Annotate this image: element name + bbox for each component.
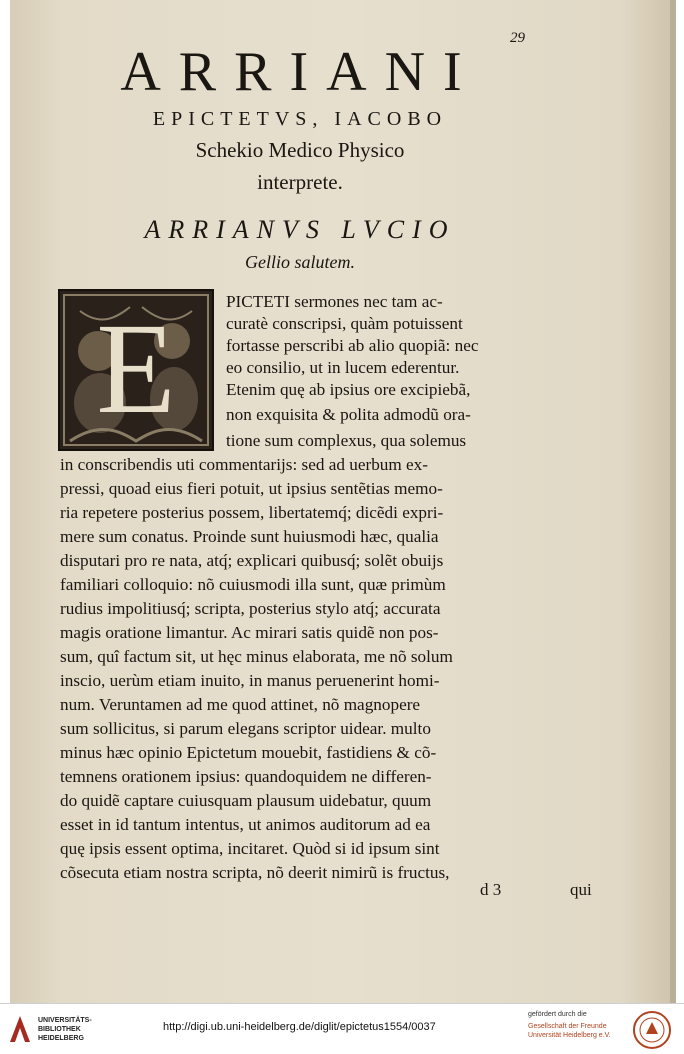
text-line: eo consilio, ut in lucem ederentur. <box>226 358 460 377</box>
text-line: non exquisita & polita admodũ ora- <box>226 405 471 424</box>
library-name <box>38 1016 92 1043</box>
text-line: PICTETI sermones nec tam ac- <box>226 292 443 311</box>
text-line: Etenim quę ab ipsius ore excipiebã, <box>226 380 471 399</box>
title-line-2: EPICTETVS, IACOBO <box>152 108 448 130</box>
text-line: tione sum complexus, qua solemus <box>226 431 467 450</box>
permalink-url[interactable]: http://digi.ub.uni-heidelberg.de/diglit/epictetus1554/0037 <box>163 1021 436 1033</box>
text-line: num. Veruntamen ad me quod attinet, nõ magnopere <box>60 695 421 714</box>
text-line: sum, quî factum sit, ut hęc minus elaborata, me nõ solum <box>60 647 453 666</box>
page-edge <box>670 0 676 1003</box>
funder-name-line: Gesellschaft der Freunde <box>528 1023 607 1030</box>
text-line: curatè conscripsi, quàm potuissent <box>226 314 463 333</box>
title-author: ARRIANI <box>120 41 480 103</box>
text-line: inscio, uerùm etiam inuito, in manus peruenerint homi- <box>60 671 440 690</box>
text-line: disputari pro re nata, atq́; explicari quibusq́; solẽt obuijs <box>60 551 444 570</box>
library-name-line: HEIDELBERG <box>38 1035 84 1042</box>
text-line: cõsecuta etiam nostra scripta, nõ deerit nimirũ is fructus, <box>60 863 450 882</box>
initial-letter: E <box>96 297 176 441</box>
greeting-subheading: Gellio salutem. <box>245 252 355 272</box>
text-line: minus hæc opinio Epictetum mouebit, fastidiens & cõ- <box>60 743 437 762</box>
text-line: pressi, quoad eius fieri potuit, ut ipsius sentẽtias memo- <box>60 479 443 498</box>
library-logo-icon <box>8 1014 32 1044</box>
catchword: qui <box>570 880 592 899</box>
library-name-line: BIBLIOTHEK <box>38 1026 81 1033</box>
text-line: in conscribendis uti commentarijs: sed ad uerbum ex- <box>60 455 429 474</box>
viewer-footer <box>0 1003 684 1054</box>
text-line: do quidẽ captare cuiusquam plausum uidebatur, quum <box>60 791 432 810</box>
signature-mark: d 3 <box>480 880 502 899</box>
university-seal-icon <box>632 1010 672 1050</box>
funder-label: gefördert durch die <box>528 1011 587 1018</box>
text-line: magis oratione limantur. Ac mirari satis quidẽ non pos- <box>60 623 439 642</box>
text-line: fortasse perscribi ab alio quopiã: nec <box>226 336 479 355</box>
text-line: rudius impolitiusq́; scripta, posterius stylo atq́; accurata <box>60 599 441 618</box>
text-line: temnens orationem ipsius: quandoquidem ne differen- <box>60 767 432 786</box>
funder-credit <box>528 1010 611 1040</box>
page-number: 29 <box>510 30 525 46</box>
text-line: esset in id tantum intentus, ut animos auditorum ad ea <box>60 815 431 834</box>
text-line: familiari colloquio: nõ cuiusmodi illa sunt, quæ primùm <box>60 575 446 594</box>
text-line: quę ipsis essent optima, incitaret. Quòd si id ipsum sint <box>60 839 440 858</box>
decorated-initial <box>58 289 214 451</box>
funder-name-line: Universität Heidelberg e.V. <box>528 1032 611 1039</box>
title-line-3: Schekio Medico Physico <box>195 138 405 162</box>
text-line: sum sollicitus, si parum elegans scriptor uidear. multo <box>60 719 431 738</box>
title-line-4: interprete. <box>257 170 343 194</box>
text-line: mere sum conatus. Proinde sunt huiusmodi hæc, qualia <box>60 527 439 546</box>
greeting-heading: ARRIANVS LVCIO <box>144 215 456 244</box>
library-name-line: UNIVERSITÄTS- <box>38 1017 92 1024</box>
text-line: ria repetere posterius possem, libertatemq́; dicẽdi expri- <box>60 503 444 522</box>
funder-name <box>528 1022 611 1040</box>
